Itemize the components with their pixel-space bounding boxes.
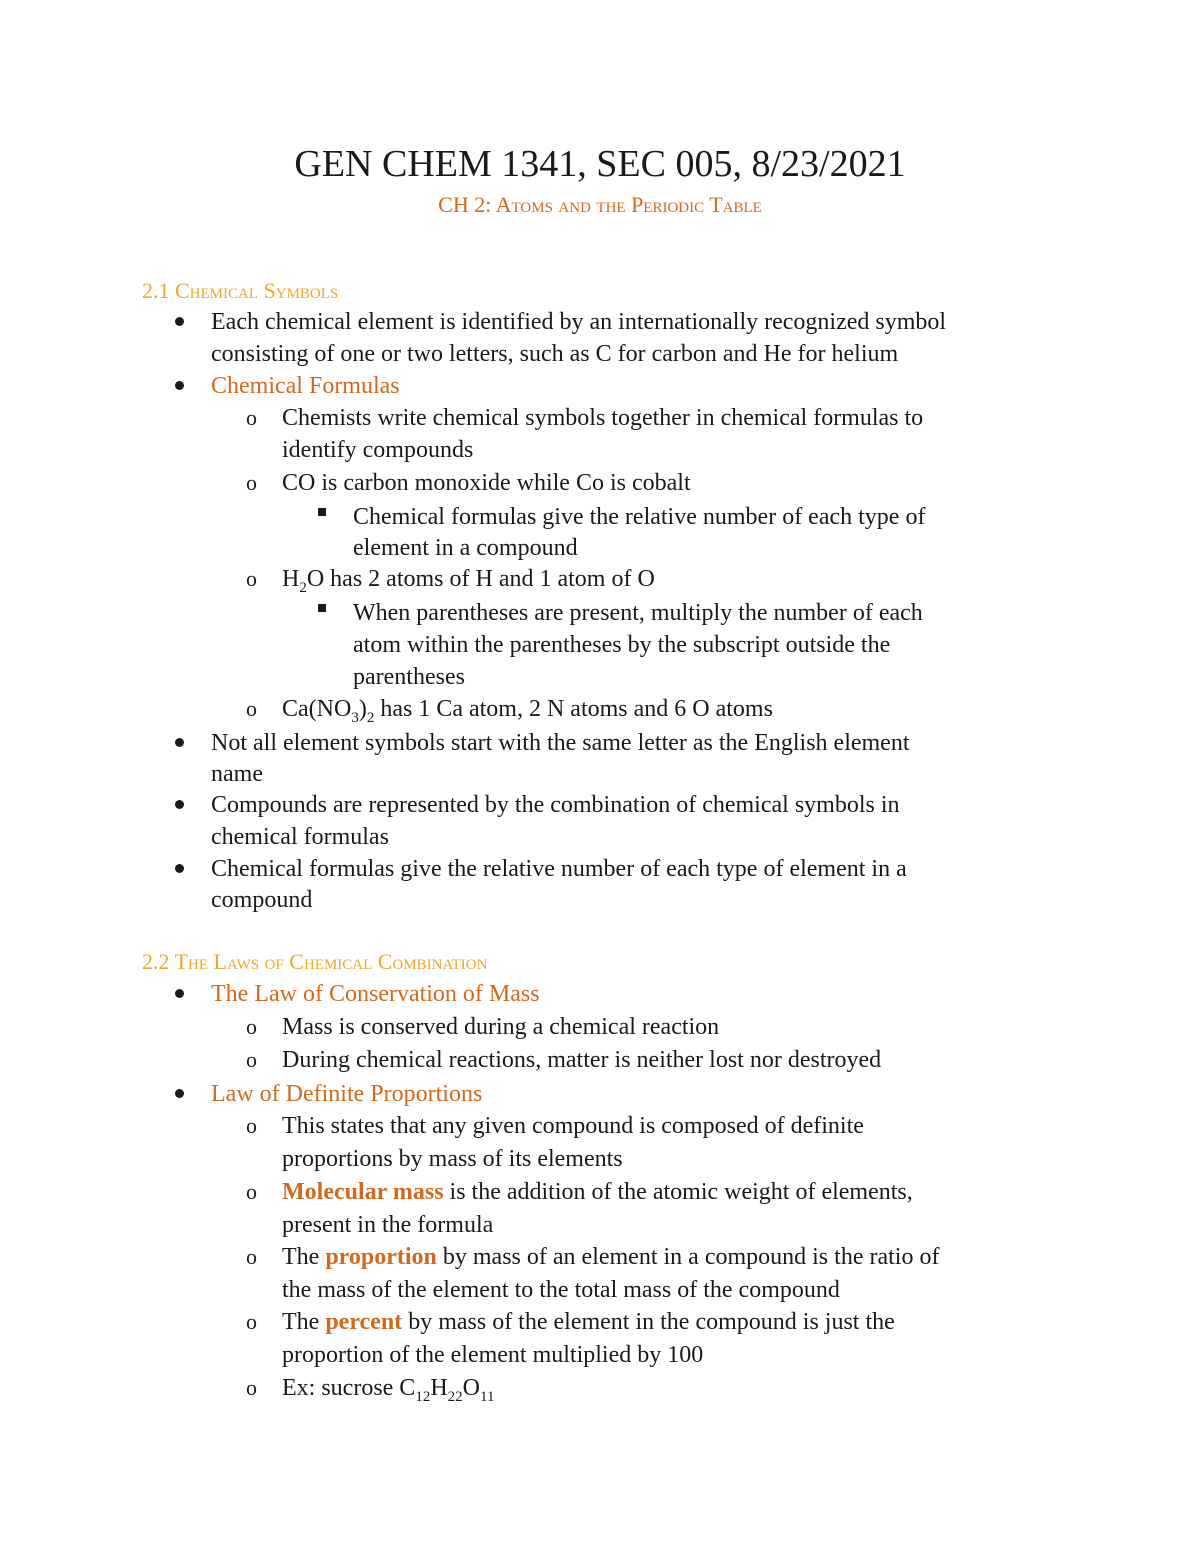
list-item-continuation: atom within the parentheses by the subscript outside the (353, 632, 891, 658)
bullet-circle-icon: o (246, 1113, 257, 1138)
subheading-definite-proportions: Law of Definite Proportions (211, 1081, 483, 1107)
list-item-continuation: element in a compound (353, 535, 578, 561)
list-item-continuation: present in the formula (282, 1212, 494, 1238)
term-percent: percent (325, 1309, 403, 1335)
bullet-circle-icon: o (246, 1375, 257, 1400)
list-item: During chemical reactions, matter is neither lost nor destroyed (282, 1047, 882, 1073)
bullet-dot-icon (175, 370, 184, 402)
bullet-circle-icon: o (246, 566, 257, 591)
bullet-circle-icon: o (246, 1047, 257, 1072)
bullet-circle-icon: o (246, 1244, 257, 1269)
list-item-molecular-mass: Molecular mass is the addition of the atomic weight of elements, (282, 1179, 913, 1205)
bullet-circle-icon: o (246, 405, 257, 430)
bullet-dot-icon (175, 978, 184, 1010)
list-item-continuation: proportions by mass of its elements (282, 1146, 623, 1172)
list-item: CO is carbon monoxide while Co is cobalt (282, 470, 691, 496)
bullet-dot-icon (175, 853, 184, 885)
list-item-percent: The percent by mass of the element in the compound is just the (282, 1309, 895, 1335)
list-item-continuation: compound (211, 887, 313, 913)
list-item-continuation: name (211, 761, 263, 787)
subheading-chemical-formulas: Chemical Formulas (211, 373, 400, 399)
list-item: This states that any given compound is composed of definite (282, 1113, 864, 1139)
document-subtitle: CH 2: Atoms and the Periodic Table (438, 192, 762, 217)
list-item: Not all element symbols start with the same letter as the English element (211, 730, 910, 756)
bullet-dot-icon (175, 306, 184, 338)
list-item-sucrose-example: Ex: sucrose $C_{12}H_{22}O_{11}$ (282, 1375, 495, 1405)
term-proportion: proportion (325, 1244, 437, 1270)
section-heading-2-1: 2.1 Chemical Symbols (142, 278, 339, 303)
bullet-dot-icon (175, 727, 184, 759)
bullet-circle-icon: o (246, 696, 257, 721)
bullet-circle-icon: o (246, 1014, 257, 1039)
bullet-dot-icon (175, 789, 184, 821)
document-title: GEN CHEM 1341, SEC 005, 8/23/2021 (294, 143, 906, 185)
list-item-formula-calcium-nitrate: $Ca(NO_3)_2$ has 1 Ca atom, 2 N atoms and 6 O atoms (282, 696, 773, 726)
list-item: Each chemical element is identified by an internationally recognized symbol (211, 309, 947, 335)
list-item: Mass is conserved during a chemical reaction (282, 1014, 720, 1040)
list-item-continuation: consisting of one or two letters, such as C for carbon and He for helium (211, 341, 899, 367)
list-item: Chemical formulas give the relative number of each type of element in a (211, 856, 907, 882)
term-molecular-mass: Molecular mass (282, 1179, 444, 1205)
list-item: Chemical formulas give the relative number of each type of (353, 504, 926, 530)
list-item: Compounds are represented by the combination of chemical symbols in (211, 792, 900, 818)
list-item-formula-h2o: $H_2O$ has 2 atoms of H and 1 atom of O (282, 566, 655, 596)
subheading-conservation-of-mass: The Law of Conservation of Mass (211, 981, 540, 1007)
bullet-circle-icon: o (246, 1309, 257, 1334)
list-item: Chemists write chemical symbols together in chemical formulas to (282, 405, 924, 431)
bullet-circle-icon: o (246, 1179, 257, 1204)
bullet-square-icon (318, 597, 326, 629)
list-item-continuation: chemical formulas (211, 824, 389, 850)
section-heading-2-2: 2.2 The Laws of Chemical Combination (142, 949, 488, 974)
bullet-square-icon (318, 501, 326, 533)
bullet-dot-icon (175, 1078, 184, 1110)
bullet-circle-icon: o (246, 470, 257, 495)
list-item: When parentheses are present, multiply the number of each (353, 600, 923, 626)
list-item-continuation: proportion of the element multiplied by 100 (282, 1342, 704, 1368)
list-item-continuation: parentheses (353, 664, 465, 690)
list-item-proportion: The proportion by mass of an element in a compound is the ratio of (282, 1244, 940, 1270)
list-item-continuation: the mass of the element to the total mass of the compound (282, 1277, 840, 1303)
list-item-continuation: identify compounds (282, 437, 474, 463)
